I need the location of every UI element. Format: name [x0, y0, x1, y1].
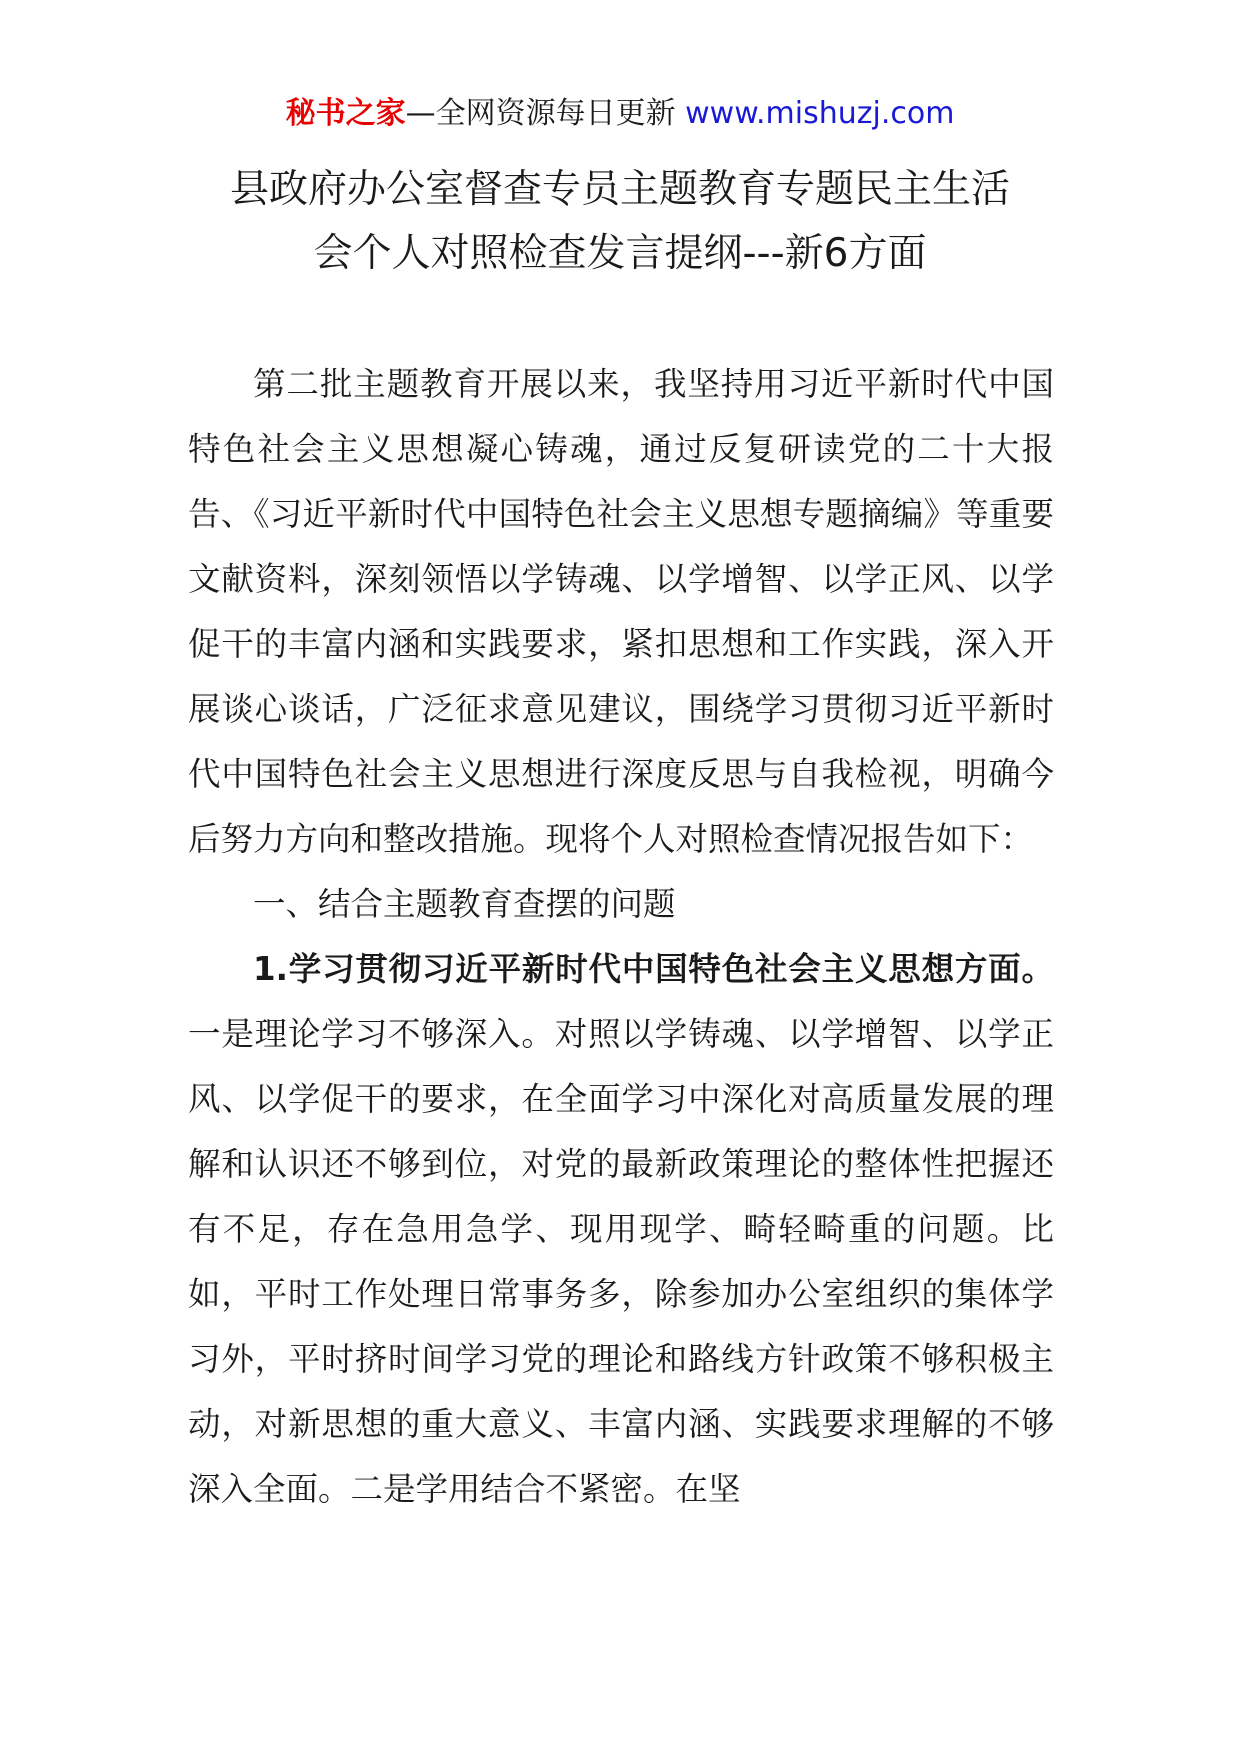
item-lead: 1.学习贯彻习近平新时代中国特色社会主义思想方面。 — [253, 950, 1054, 988]
item-text: 一是理论学习不够深入。对照以学铸魂、以学增智、以学正风、以学促干的要求，在全面学习中深化对高质量发展的理解和认识还不够到位，对党的最新政策理论的整体性把握还有不足，存在急用急学、现用现学、畸轻畸重的问题。比如，平时工作处理日常事务多，除参加办公室组织的集体学习外，平时挤时间学习党的理论和路线方针政策不够积极主动，对新思想的重大意义、丰富内涵、实践要求理解的不够深入全面。二是学用结合不紧密。在坚 — [188, 1015, 1054, 1508]
section-heading: 一、结合主题教育查摆的问题 — [253, 885, 676, 923]
site-brand: 秘书之家 — [285, 96, 406, 131]
document-title-line1: 县政府办公室督查专员主题教育专题民主生活 — [229, 167, 1010, 212]
document-title — [120, 158, 1120, 286]
site-url-link[interactable]: www.mishuzj.com — [685, 96, 955, 131]
site-slogan: —全网资源每日更新 — [405, 96, 686, 131]
site-header — [0, 92, 1240, 136]
document-title-line2: 会个人对照检查发言提纲---新6方面 — [313, 231, 927, 276]
document-body — [188, 352, 1054, 1522]
item-paragraph — [188, 937, 1054, 1522]
intro-paragraph: 第二批主题教育开展以来，我坚持用习近平新时代中国特色社会主义思想凝心铸魂，通过反复研读党的二十大报告、《习近平新时代中国特色社会主义思想专题摘编》等重要文献资料，深刻领悟以学铸魂、以学增智、以学正风、以学促干的丰富内涵和实践要求，紧扣思想和工作实践，深入开展谈心谈话，广泛征求意见建议，围绕学习贯彻习近平新时代中国特色社会主义思想进行深度反思与自我检视，明确今后努力方向和整改措施。现将个人对照检查情况报告如下： — [188, 365, 1054, 858]
